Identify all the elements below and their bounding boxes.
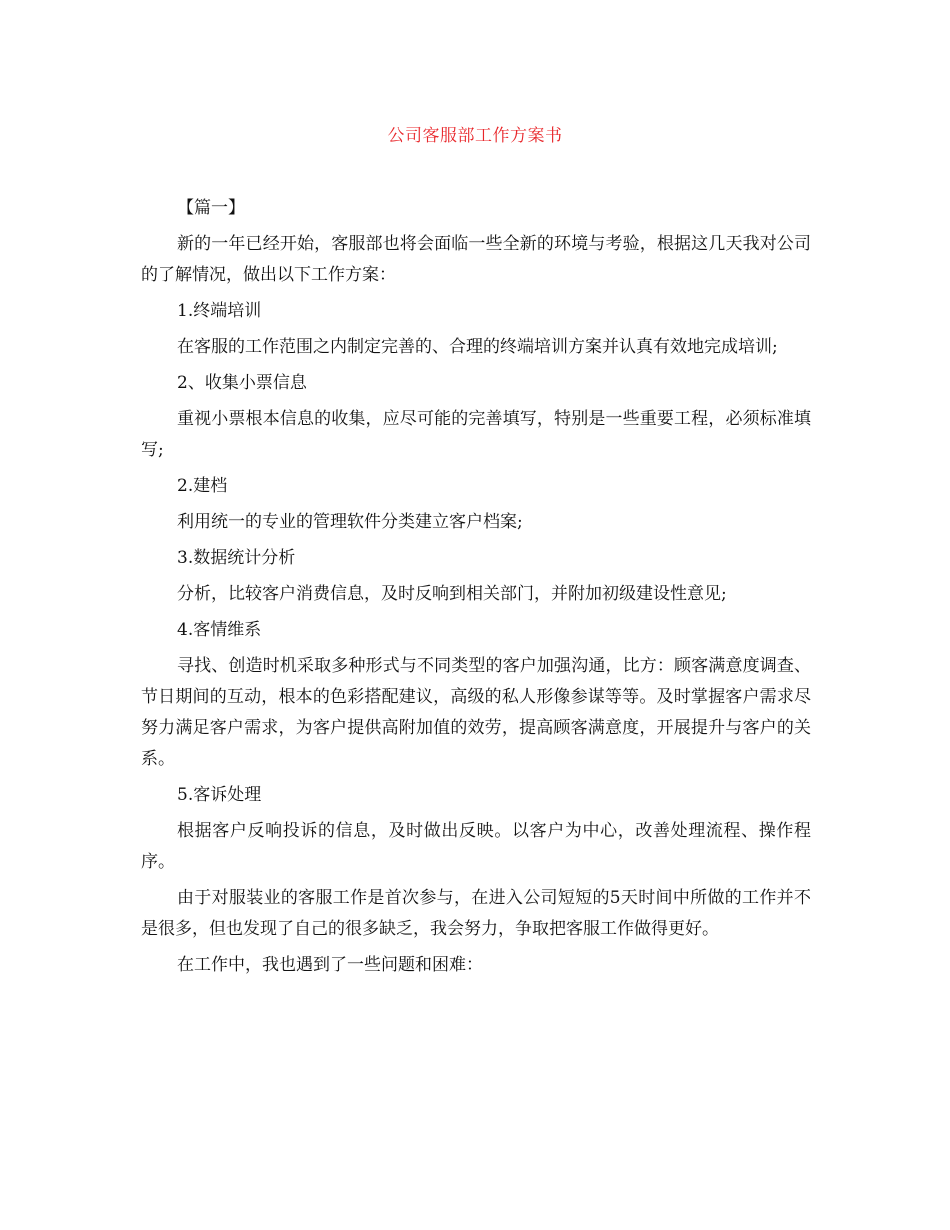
closing-paragraph-2: 在工作中，我也遇到了一些问题和困难： — [177, 955, 483, 975]
item-heading-archive: 2.建档 — [177, 476, 228, 496]
item-heading-relations: 4.客情维系 — [177, 620, 262, 640]
item-heading-receipts: 2、收集小票信息 — [177, 373, 307, 393]
document-title: 公司客服部工作方案书 — [387, 126, 563, 146]
section-label: 【篇一】 — [177, 198, 245, 218]
item-heading-statistics: 3.数据统计分析 — [177, 548, 296, 568]
item-heading-complaints: 5.客诉处理 — [177, 785, 262, 805]
item-body-statistics: 分析，比较客户消费信息，及时反响到相关部门，并附加初级建设性意见; — [177, 584, 727, 604]
document-body — [141, 193, 811, 986]
closing-paragraph-1: 由于对服装业的客服工作是首次参与，在进入公司短短的5天时间中所做的工作并不是很多，但也发现了自己的很多缺乏，我会努力，争取把客服工作做得更好。 — [141, 888, 811, 939]
item-body-relations: 寻找、创造时机采取多种形式与不同类型的客户加强沟通，比方：顾客满意度调查、节日期间的互动，根本的色彩搭配建议，高级的私人形像参谋等等。及时掌握客户需求尽努力满足客户需求，为客户提供高附加值的效劳，提高顾客满意度，开展提升与客户的关系。 — [141, 656, 811, 769]
item-body-archive: 利用统一的专业的管理软件分类建立客户档案; — [177, 512, 523, 532]
item-body-complaints: 根据客户反响投诉的信息，及时做出反映。以客户为中心，改善处理流程、操作程序。 — [141, 821, 811, 872]
item-heading-training: 1.终端培训 — [177, 301, 262, 321]
intro-paragraph: 新的一年已经开始，客服部也将会面临一些全新的环境与考验，根据这几天我对公司的了解情况，做出以下工作方案： — [141, 234, 811, 285]
item-body-training: 在客服的工作范围之内制定完善的、合理的终端培训方案并认真有效地完成培训; — [177, 337, 778, 357]
item-body-receipts: 重视小票根本信息的收集，应尽可能的完善填写，特别是一些重要工程，必须标准填写; — [141, 409, 811, 460]
